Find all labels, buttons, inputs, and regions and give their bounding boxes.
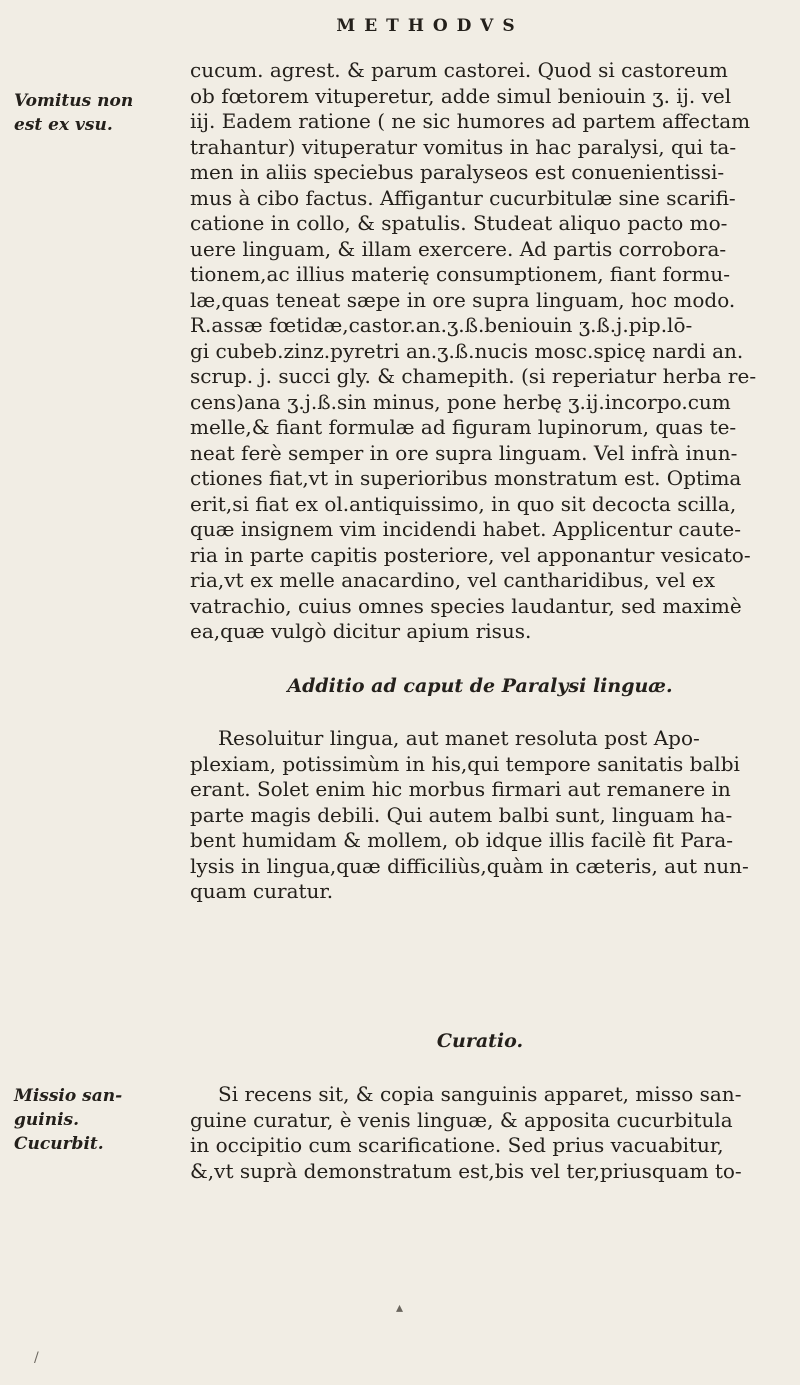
margin-note-line: Missio san- — [14, 1086, 123, 1106]
ink-spot: ▴ — [396, 1300, 404, 1316]
text-line: ctiones fiat,vt in superioribus monstratum est. Optima — [190, 466, 742, 490]
text-line: quæ insignem vim incidendi habet. Applicentur caute- — [190, 517, 742, 541]
text-line: uere linguam, & illam exercere. Ad partis corrobora- — [190, 236, 727, 261]
text-line: vatrachio, cuius omnes species laudantur, sed maximè — [190, 593, 742, 618]
text-line: Resoluitur lingua, aut manet resoluta post Apo- — [218, 726, 700, 750]
text-line: &,vt suprà demonstratum est,bis vel ter,priusquam to- — [190, 1158, 742, 1183]
section-heading-curatio: Curatio. — [436, 1030, 524, 1052]
text-line: lysis in lingua,quæ difficiliùs,quàm in cæteris, aut nun- — [190, 853, 749, 878]
text-line: Si recens sit, & copia sanguinis apparet, misso san- — [218, 1082, 742, 1106]
text-line: plexiam, potissimùm in his,qui tempore sanitatis balbi — [190, 751, 740, 776]
text-line: erit,si fiat ex ol.antiquissimo, in quo sit decocta scilla, — [190, 491, 737, 516]
text-line: ria,vt ex melle anacardino, vel cantharidibus, vel ex — [190, 568, 715, 592]
paragraph-castoreum — [190, 58, 770, 645]
text-line: parte magis debili. Qui autem balbi sunt, linguam ha- — [190, 802, 733, 827]
ink-mark: / — [34, 1350, 39, 1366]
margin-note-line: est ex vsu. — [14, 115, 113, 135]
text-line: cens)ana ʒ.j.ß.sin minus, pone herbę ʒ.ij.incorpo.cum — [190, 389, 731, 414]
running-title: METHODVS — [336, 16, 524, 36]
text-line: tionem,ac illius materię consumptionem, fiant formu- — [190, 262, 731, 286]
text-line: guine curatur, è venis linguæ, & apposita cucurbitula — [190, 1107, 733, 1132]
text-line: men in aliis speciebus paralyseos est conuenientissi- — [190, 160, 725, 184]
text-line: neat ferè semper in ore supra linguam. Vel infrà inun- — [190, 440, 738, 465]
text-line: R.assæ fœtidæ,castor.an.ʒ.ß.beniouin ʒ.ß.j.pip.lō- — [190, 313, 693, 337]
text-line: melle,& fiant formulæ ad figuram lupinorum, quas te- — [190, 415, 737, 439]
text-line: erant. Solet enim hic morbus firmari aut remanere in — [190, 777, 731, 801]
text-line: ria in parte capitis posteriore, vel apponantur vesicato- — [190, 542, 751, 567]
section-heading-additio: Additio ad caput de Paralysi linguæ. — [287, 675, 673, 697]
text-line: trahantur) vituperatur vomitus in hac paralysi, qui ta- — [190, 134, 737, 159]
text-line: iij. Eadem ratione ( ne sic humores ad partem affectam — [190, 109, 751, 133]
text-line: gi cubeb.zinz.pyretri an.ʒ.ß.nucis mosc.spicę nardi an. — [190, 338, 744, 363]
margin-note-line: guinis. — [14, 1110, 80, 1130]
text-line: scrup. j. succi gly. & chamepith. (si reperiatur herba re- — [190, 364, 757, 388]
text-line: ob fœtorem vituperetur, adde simul beniouin ʒ. ij. vel — [190, 83, 732, 108]
margin-note-vomitus — [14, 89, 184, 137]
text-line: læ,quas teneat sæpe in ore supra linguam, hoc modo. — [190, 287, 736, 312]
paragraph-resoluitur — [190, 726, 770, 905]
text-line: cucum. agrest. & parum castorei. Quod si castoreum — [190, 58, 728, 82]
text-line: ea,quæ vulgò dicitur apium risus. — [190, 619, 532, 643]
text-line: catione in collo, & spatulis. Studeat aliquo pacto mo- — [190, 211, 728, 235]
margin-note-line: Vomitus non — [14, 91, 134, 111]
text-line: mus à cibo factus. Affigantur cucurbitulæ sine scarifi- — [190, 185, 736, 210]
text-line: quam curatur. — [190, 879, 334, 903]
margin-note-line: Cucurbit. — [14, 1134, 104, 1154]
text-line: in occipitio cum scarificatione. Sed prius vacuabitur, — [190, 1133, 724, 1157]
margin-note-missio — [14, 1084, 184, 1156]
paragraph-curatio — [190, 1082, 770, 1184]
text-line: bent humidam & mollem, ob idque illis facilè fit Para- — [190, 828, 734, 852]
